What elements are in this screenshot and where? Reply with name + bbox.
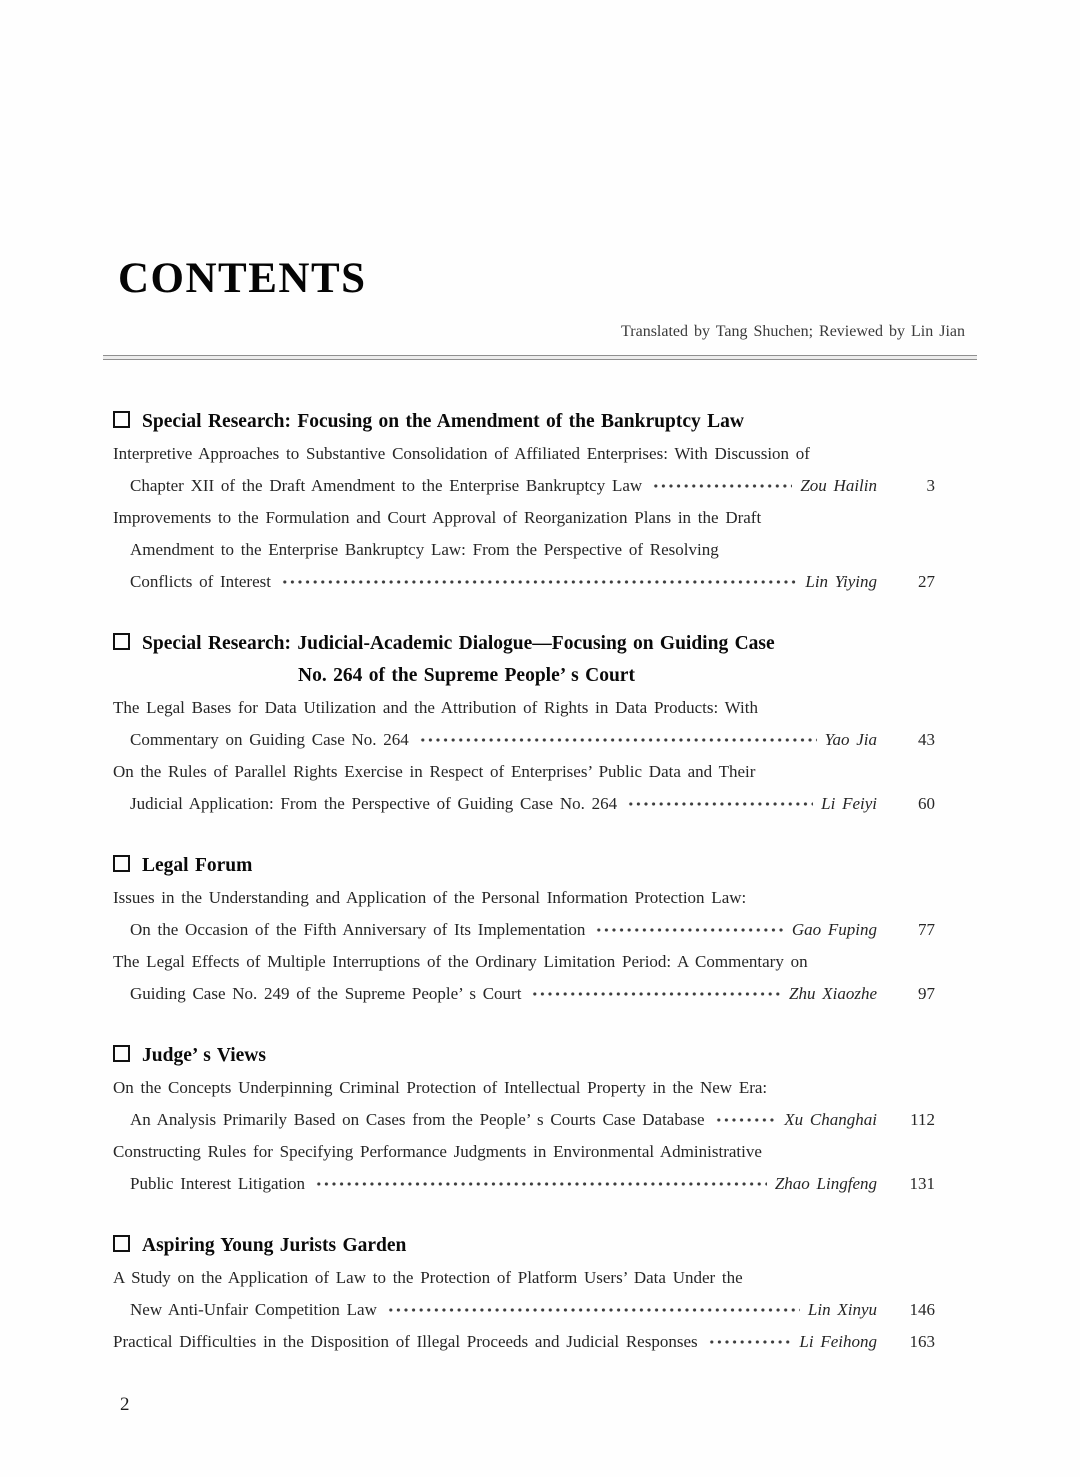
dot-leader — [281, 577, 797, 587]
section-heading-text: Judge’ s Views — [142, 1045, 266, 1067]
entry-leader-line — [113, 1294, 935, 1326]
page-title: CONTENTS — [118, 255, 367, 302]
entry-title-continuation: Conflicts of Interest — [130, 572, 271, 592]
entry-page-number: 77 — [918, 920, 935, 940]
dot-leader — [627, 799, 813, 809]
entry-leader-line — [113, 566, 935, 598]
entry-leader-line — [113, 1168, 935, 1200]
square-bullet-icon — [113, 1045, 130, 1062]
entry-page-number: 3 — [926, 476, 935, 496]
dot-leader — [595, 925, 783, 935]
entry-page-number: 146 — [909, 1300, 935, 1320]
entry-title-continuation: On the Occasion of the Fifth Anniversary of Its Implementation — [130, 920, 586, 940]
folio-page-number: 2 — [120, 1394, 130, 1416]
dot-leader — [419, 735, 817, 745]
entry-author: Li Feihong — [799, 1332, 877, 1352]
table-of-contents — [113, 406, 935, 1358]
entry-page-number: 60 — [918, 794, 935, 814]
entry-author: Lin Xinyu — [807, 1300, 877, 1320]
entry-page-number: 112 — [910, 1110, 935, 1130]
section-heading-text: Legal Forum — [142, 855, 253, 877]
entry-title-line: Improvements to the Formulation and Court Approval of Reorganization Plans in the Draft — [113, 508, 762, 528]
entry-author: Zhu Xiaozhe — [789, 984, 877, 1004]
dot-leader — [315, 1179, 767, 1189]
section-heading-text: Aspiring Young Jurists Garden — [142, 1235, 407, 1257]
section-special-research-guiding-case-264 — [113, 628, 935, 820]
entry-author: Gao Fuping — [791, 920, 877, 940]
dot-leader — [387, 1305, 800, 1315]
section-heading — [113, 628, 935, 692]
entry-title-continuation: New Anti-Unfair Competition Law — [130, 1300, 377, 1320]
dot-leader — [708, 1337, 792, 1347]
section-heading-line1 — [113, 628, 935, 660]
entry-title-continuation: Chapter XII of the Draft Amendment to the Enterprise Bankruptcy Law — [130, 476, 643, 496]
entry-leader-line — [113, 1326, 935, 1358]
toc-entry — [113, 1326, 935, 1358]
toc-entry — [113, 438, 935, 502]
section-legal-forum — [113, 850, 935, 1010]
toc-entry — [113, 1136, 935, 1200]
entry-page-number: 27 — [918, 572, 935, 592]
toc-entry — [113, 1072, 935, 1136]
section-aspiring-young-jurists-garden — [113, 1230, 935, 1358]
entry-leader-line — [113, 914, 935, 946]
section-heading — [113, 850, 935, 882]
entry-page-number: 163 — [909, 1332, 935, 1352]
entry-title-line: The Legal Effects of Multiple Interruptions of the Ordinary Limitation Period: A Commentary on — [113, 952, 808, 972]
entry-author: Zhao Lingfeng — [774, 1174, 877, 1194]
entry-title-continuation: Public Interest Litigation — [130, 1174, 305, 1194]
square-bullet-icon — [113, 633, 130, 650]
entry-author: Li Feiyi — [821, 794, 877, 814]
entry-title-line: The Legal Bases for Data Utilization and the Attribution of Rights in Data Products: With — [113, 698, 758, 718]
entry-leader-line — [113, 724, 935, 756]
entry-page-number: 97 — [918, 984, 935, 1004]
entry-title-line: Issues in the Understanding and Application of the Personal Information Protection Law: — [113, 888, 747, 908]
header-divider — [103, 355, 977, 360]
entry-title-line: A Study on the Application of Law to the Protection of Platform Users’ Data Under the — [113, 1268, 743, 1288]
entry-title-line: Constructing Rules for Specifying Performance Judgments in Environmental Administrative — [113, 1142, 762, 1162]
translation-credits: Translated by Tang Shuchen; Reviewed by Lin Jian — [621, 323, 965, 341]
toc-entry — [113, 502, 935, 598]
square-bullet-icon — [113, 855, 130, 872]
entry-title-text: Practical Difficulties in the Disposition of Illegal Proceeds and Judicial Responses — [113, 1332, 698, 1352]
square-bullet-icon — [113, 1235, 130, 1252]
section-heading — [113, 406, 935, 438]
section-special-research-bankruptcy — [113, 406, 935, 598]
entry-author: Xu Changhai — [784, 1110, 877, 1130]
entry-author: Zou Hailin — [800, 476, 877, 496]
entry-author: Yao Jia — [824, 730, 877, 750]
entry-title-line: Amendment to the Enterprise Bankruptcy Law: From the Perspective of Resolving — [130, 540, 719, 560]
entry-author: Lin Yiying — [805, 572, 877, 592]
entry-title-line: Interpretive Approaches to Substantive Consolidation of Affiliated Enterprises: With Discussion of — [113, 444, 810, 464]
section-heading-text: Special Research: Focusing on the Amendment of the Bankruptcy Law — [142, 411, 744, 433]
toc-entry — [113, 692, 935, 756]
toc-entry — [113, 756, 935, 820]
dot-leader — [531, 989, 781, 999]
toc-entry — [113, 1262, 935, 1326]
entry-title-continuation: Guiding Case No. 249 of the Supreme People’ s Court — [130, 984, 522, 1004]
entry-page-number: 131 — [909, 1174, 935, 1194]
entry-leader-line — [113, 1104, 935, 1136]
section-judges-views — [113, 1040, 935, 1200]
entry-leader-line — [113, 470, 935, 502]
entry-title-line: On the Rules of Parallel Rights Exercise in Respect of Enterprises’ Public Data and Their — [113, 762, 756, 782]
dot-leader — [652, 481, 792, 491]
entry-title-continuation: Judicial Application: From the Perspective of Guiding Case No. 264 — [130, 794, 618, 814]
toc-entry — [113, 946, 935, 1010]
section-heading — [113, 1230, 935, 1262]
dot-leader — [715, 1115, 777, 1125]
square-bullet-icon — [113, 411, 130, 428]
entry-title-line: On the Concepts Underpinning Criminal Protection of Intellectual Property in the New Era: — [113, 1078, 768, 1098]
entry-page-number: 43 — [918, 730, 935, 750]
entry-title-continuation: An Analysis Primarily Based on Cases from the People’ s Courts Case Database — [130, 1110, 705, 1130]
section-heading-line2: No. 264 of the Supreme People’ s Court — [298, 665, 635, 687]
entry-title-continuation: Commentary on Guiding Case No. 264 — [130, 730, 409, 750]
section-heading — [113, 1040, 935, 1072]
toc-entry — [113, 882, 935, 946]
section-heading-text: Special Research: Judicial-Academic Dialogue—Focusing on Guiding Case — [142, 633, 775, 655]
entry-leader-line — [113, 788, 935, 820]
entry-leader-line — [113, 978, 935, 1010]
